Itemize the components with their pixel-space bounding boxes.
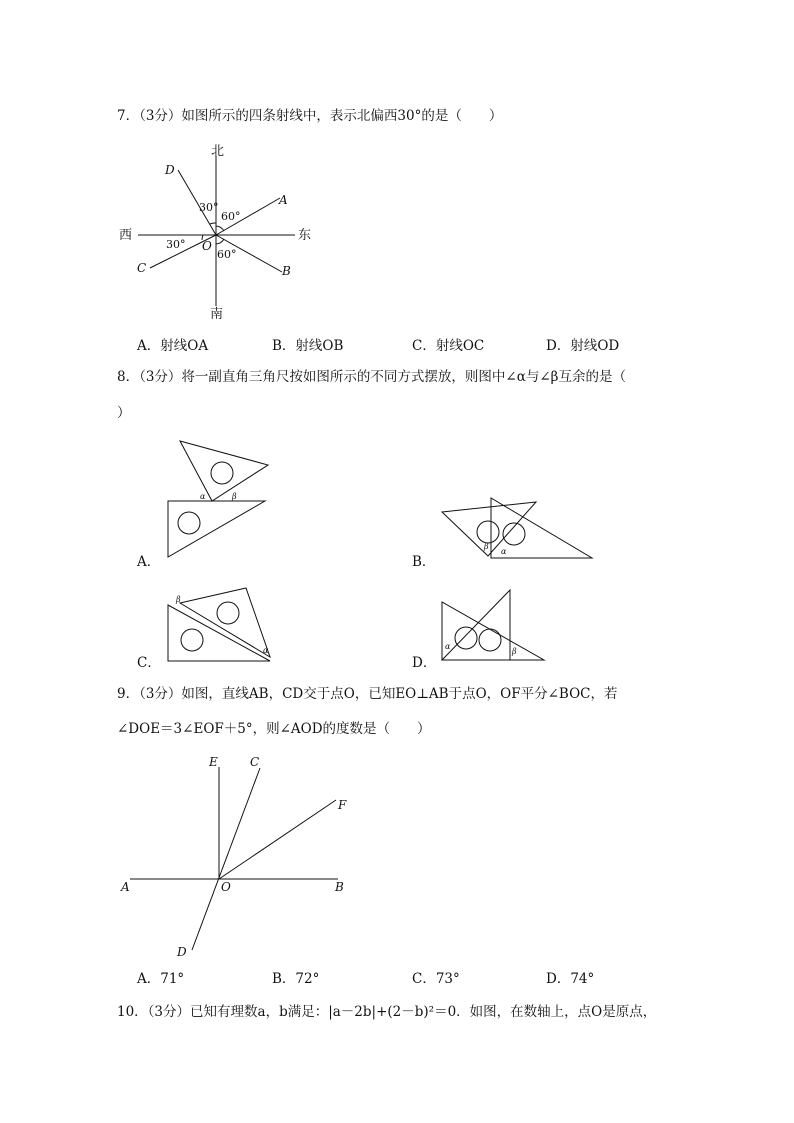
- line-cd: [192, 768, 260, 950]
- west-label: 西: [119, 228, 133, 243]
- label-c: C: [250, 755, 260, 769]
- label-a: A: [121, 880, 130, 894]
- q8-option-b[interactable]: B．: [412, 554, 436, 570]
- angle-30-left: 30°: [166, 238, 186, 251]
- q8-option-a[interactable]: A．: [137, 554, 161, 570]
- label-a: A: [279, 193, 288, 207]
- q8-figure-a: [160, 435, 280, 565]
- label-d: D: [177, 945, 187, 959]
- angle-60-bottom: 60°: [217, 248, 237, 261]
- q7-stem: 7．（3分）如图所示的四条射线中，表示北偏西30°的是（ ）: [117, 108, 503, 124]
- q8-option-c[interactable]: C．: [137, 655, 161, 671]
- beta-label: β: [176, 595, 181, 604]
- angle-60-top: 60°: [221, 210, 241, 223]
- q8-figure-b: [438, 492, 598, 567]
- q7-option-b[interactable]: B．射线OB: [272, 338, 344, 354]
- beta-label: β: [484, 542, 489, 551]
- q10-stem: 10．（3分）已知有理数a，b满足：|a－2b|+(2－b)²＝0．如图，在数轴上，点O是原点，: [117, 1004, 657, 1020]
- label-o: O: [221, 880, 231, 894]
- q7-option-a[interactable]: A．射线OA: [137, 338, 209, 354]
- angle-30-top: 30°: [199, 201, 219, 214]
- alpha-label: α: [501, 547, 507, 556]
- south-label: 南: [210, 307, 224, 322]
- q7-option-d[interactable]: D．射线OD: [546, 338, 620, 354]
- q8-stem-line2: ）: [117, 405, 131, 421]
- alpha-label: α: [263, 646, 269, 655]
- east-label: 东: [298, 228, 312, 243]
- label-f: F: [338, 798, 347, 812]
- label-o: O: [202, 239, 212, 253]
- alpha-label: α: [445, 642, 451, 651]
- q8-stem-line1: 8．（3分）将一副直角三角尺按如图所示的不同方式摆放，则图中∠α与∠β互余的是（: [117, 369, 626, 385]
- label-c: C: [137, 261, 147, 275]
- label-b: B: [335, 880, 344, 894]
- q7-option-c[interactable]: C．射线OC: [412, 338, 485, 354]
- alpha-label: α: [200, 492, 206, 501]
- q9-option-a[interactable]: A．71°: [137, 971, 185, 987]
- label-e: E: [209, 755, 218, 769]
- q8-option-d[interactable]: D．: [412, 655, 437, 671]
- beta-label: β: [512, 647, 517, 656]
- q9-option-c[interactable]: C．73°: [412, 971, 460, 987]
- q8-figure-c: [160, 585, 280, 665]
- q9-option-b[interactable]: B．72°: [272, 971, 320, 987]
- q9-stem-line1: 9．（3分）如图，直线AB，CD交于点O，已知EO⊥AB于点O，OF平分∠BOC，若: [117, 686, 618, 702]
- q9-figure: [118, 750, 358, 965]
- q7-compass-figure: [110, 138, 330, 323]
- north-label: 北: [211, 144, 225, 159]
- q9-stem-line2: ∠DOE＝3∠EOF＋5°，则∠AOD的度数是（ ）: [117, 721, 431, 737]
- beta-label: β: [232, 492, 237, 501]
- q8-figure-d: [436, 588, 551, 665]
- ray-of: [219, 800, 336, 879]
- label-d: D: [165, 163, 175, 177]
- q9-option-d[interactable]: D．74°: [546, 971, 595, 987]
- label-b: B: [282, 264, 291, 278]
